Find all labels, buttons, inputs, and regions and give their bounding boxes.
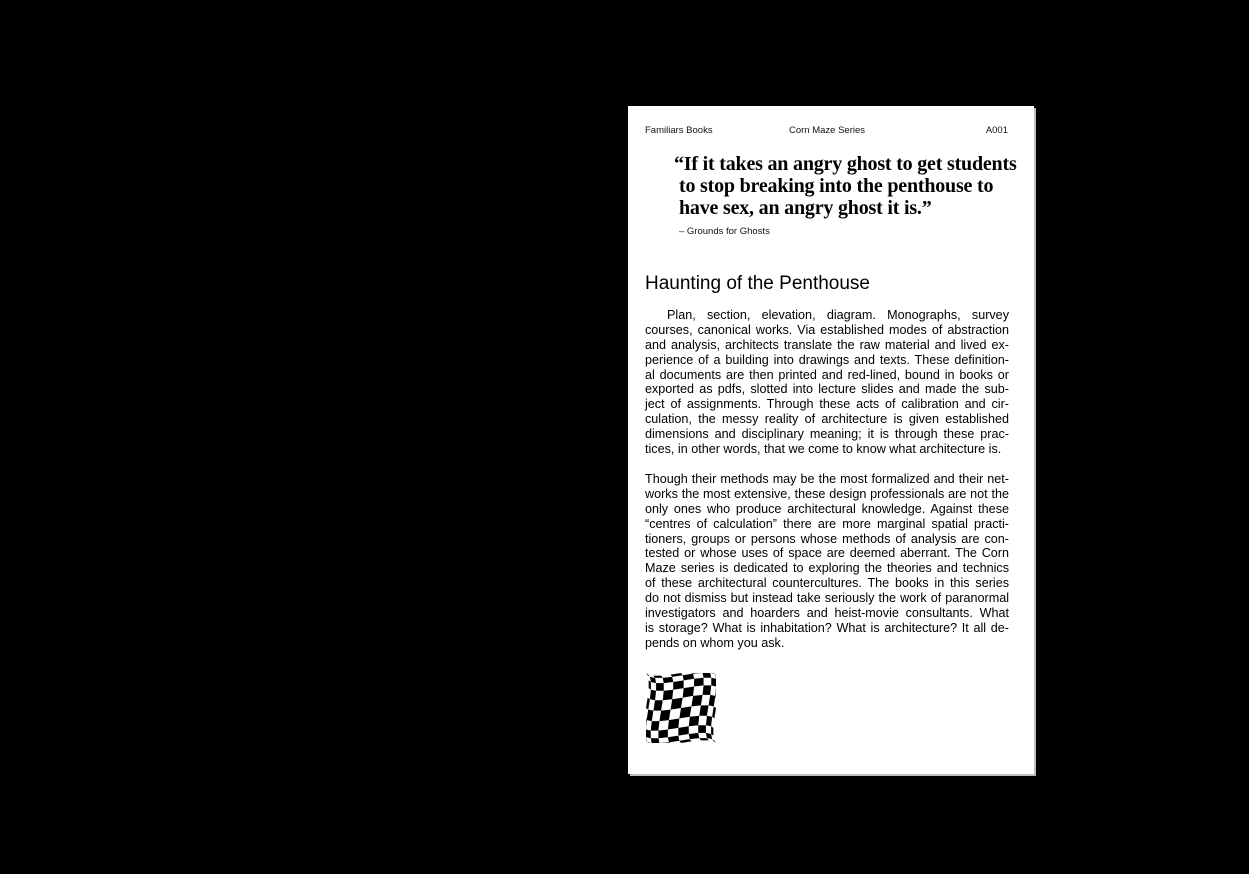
- paragraph-line: works the most extensive, these design professionals are not the: [645, 486, 1009, 501]
- paragraph-line: Plan, section, elevation, diagram. Monographs, survey: [667, 308, 1009, 322]
- paragraph-line: of these architectural countercultures. The books in this series: [645, 576, 1009, 591]
- quote-line: to stop breaking into the penthouse to: [679, 175, 994, 197]
- distorted-checkerboard-maze-icon: [646, 673, 716, 743]
- paragraph-line: tested or whose uses of space are deemed aberrant. The Corn: [645, 546, 1009, 561]
- book-page: [628, 106, 1034, 774]
- maze-cell: [706, 716, 712, 727]
- publisher-name: Familiars Books: [645, 125, 713, 136]
- paragraph-line: only ones who produce architectural knowledge. Against these: [645, 501, 1009, 516]
- paragraph-line: exported as pdfs, slotted into lecture slides and made the sub-: [645, 382, 1009, 397]
- maze-cell: [671, 698, 683, 710]
- maze-cell: [689, 733, 700, 739]
- maze-cell: [646, 730, 651, 739]
- paragraph-line: and analysis, architects translate the raw material and lived ex-: [645, 337, 1009, 352]
- quote-line: have sex, an angry ghost it is.”: [679, 197, 932, 219]
- maze-cell: [679, 706, 691, 718]
- paragraph-1: [645, 308, 1009, 457]
- epigraph-quote: [674, 153, 1017, 219]
- maze-cell: [703, 673, 712, 678]
- paragraph-line: al documents are then printed and red-lined, bound in books or: [645, 367, 1009, 382]
- maze-cell: [683, 686, 694, 697]
- maze-cell: [656, 683, 664, 691]
- maze-cell: [711, 678, 716, 687]
- paragraph-line: tioners, groups or persons whose methods of analysis are con-: [645, 531, 1009, 546]
- page-header: [645, 125, 1008, 139]
- paragraph-line: “centres of calculation” there are more marginal spatial practi-: [645, 516, 1009, 531]
- maze-cell: [689, 716, 700, 727]
- quote-attribution: – Grounds for Ghosts: [679, 226, 770, 237]
- paragraph-line: investigators and hoarders and heist-movie consultants. What: [645, 606, 1009, 621]
- maze-cell: [703, 685, 712, 694]
- paragraph-line: culation, the messy reality of architecture is given established: [645, 412, 1009, 427]
- quote-line: “If it takes an angry ghost to get students: [674, 153, 1017, 175]
- series-name: Corn Maze Series: [789, 125, 866, 136]
- paragraph-line: is storage? What is inhabitation? What is architecture? It all de-: [645, 620, 1009, 635]
- paragraph-line: pends on whom you ask.: [645, 635, 785, 650]
- maze-cell: [694, 678, 703, 687]
- maze-cell: [651, 721, 660, 730]
- section-title: Haunting of the Penthouse: [645, 273, 871, 294]
- paragraph-line: do not dismiss but instead take seriously the work of paranormal: [645, 591, 1009, 606]
- paragraph-line: dimensions and disciplinary meaning; it is through these prac-: [645, 427, 1009, 442]
- maze-cell: [663, 677, 674, 683]
- paragraph-2: [645, 472, 1009, 651]
- maze-cell: [658, 730, 667, 739]
- paragraph-line: Maze series is dedicated to exploring the theories and technics: [645, 561, 1009, 576]
- maze-cell: [651, 738, 660, 743]
- paragraph-line: tices, in other words, that we come to know what architecture is.: [645, 442, 1002, 457]
- maze-cell: [659, 710, 670, 721]
- paragraph-line: perience of a building into drawings and texts. These definition-: [645, 352, 1009, 367]
- paragraph-line: courses, canonical works. Via established modes of abstraction: [645, 322, 1009, 337]
- paragraph-line: Though their methods may be the most formalized and their net-: [645, 472, 1009, 486]
- maze-cell: [691, 695, 702, 706]
- maze-cell: [663, 690, 674, 701]
- book-code: A001: [985, 125, 1008, 136]
- paragraph-line: ject of assignments. Through these acts of calibration and cir-: [645, 397, 1009, 412]
- maze-cell: [650, 690, 656, 701]
- maze-cell: [698, 725, 706, 733]
- maze-cell: [668, 718, 679, 729]
